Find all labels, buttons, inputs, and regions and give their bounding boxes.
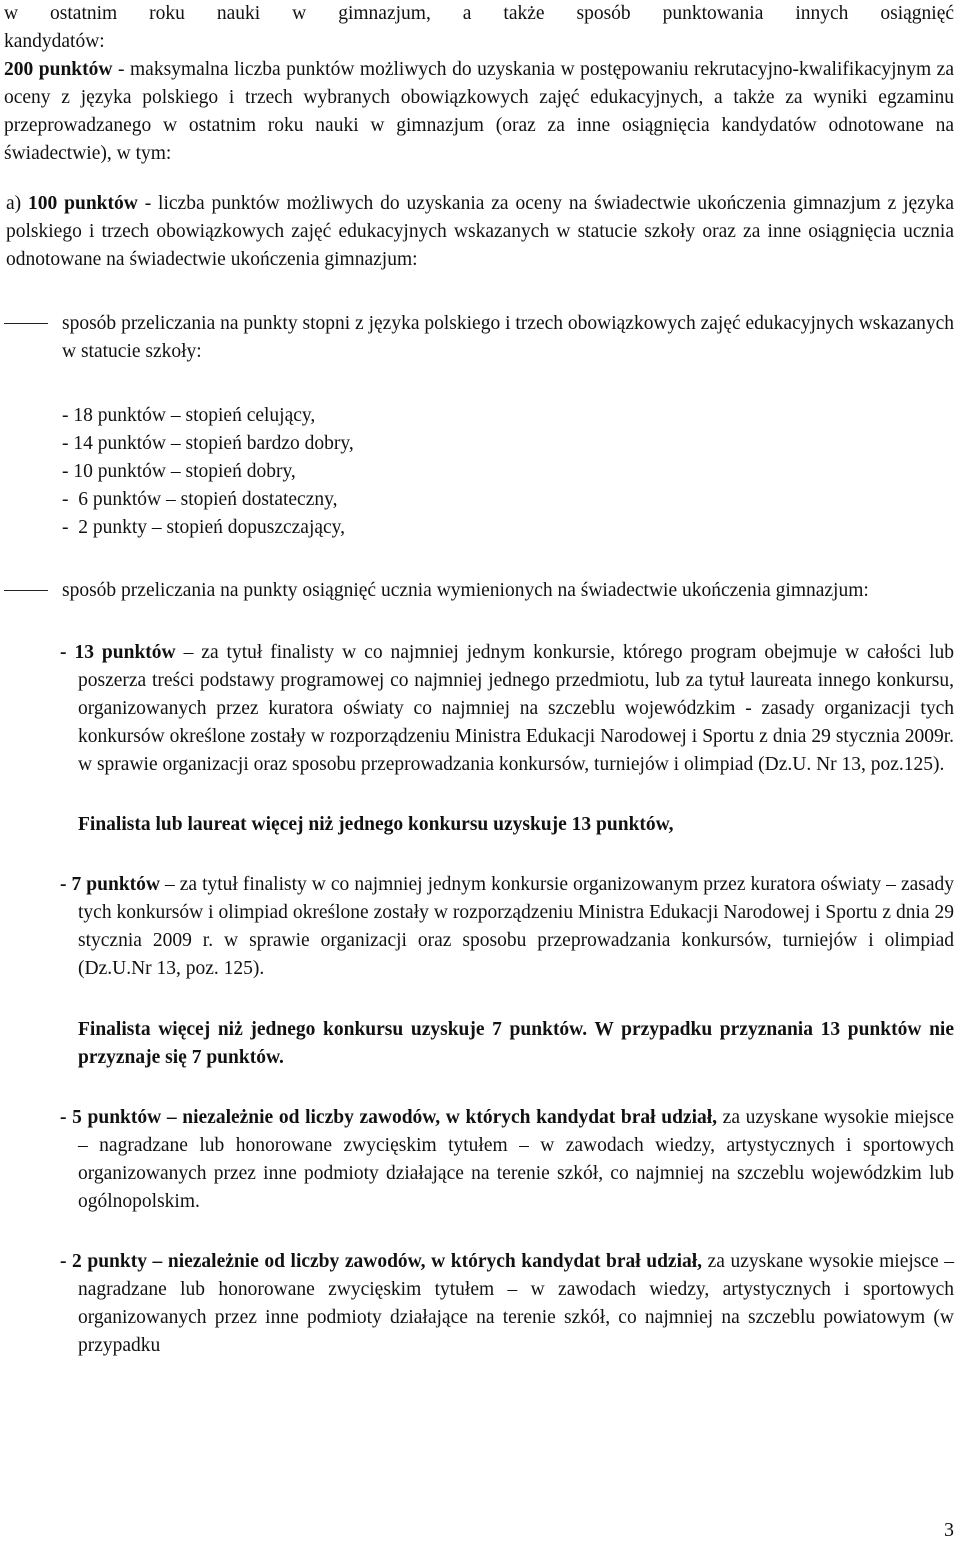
note-13-text: Finalista lub laureat więcej niż jednego konkursu uzyskuje 13 punktów, (78, 814, 674, 836)
bonus-13-paragraph (60, 639, 955, 779)
achievements-intro-block (4, 577, 954, 605)
bonus-5-bold: - 5 punktów – niezależnie od liczby zawodów, w których kandydat brał udział, (60, 1106, 718, 1128)
grades-intro-block (4, 310, 954, 366)
bonus-13-text: – za tytuł finalisty w co najmniej jednym konkursie, którego program obejmuje w całości lub poszerza treści podstawy programowej co najmniej jednego przedmiotu, lub za tytuł laureata innego konkursu, organizowanych przez kuratora oświaty co najmniej na szczeblu wojewódzkim - zasady organizacji tych konkursów określone zostały w rozporządzeniu Ministra Edukacji Narodowej i Sportu z dnia 29 stycznia 2009r. w sprawie organizacji oraz sposobu przeprowadzania konkursów, turniejów i olimpiad (Dz.U. Nr 13, poz.125). (78, 641, 955, 775)
grade-row-bardzo-dobry: - 14 punktów – stopień bardzo dobry, (62, 433, 354, 455)
grades-intro: sposób przeliczania na punkty stopni z języka polskiego i trzech obowiązkowych zajęć edukacyjnych wskazanych w statucie szkoły: (62, 312, 954, 362)
note-13 (4, 811, 954, 839)
bonus-2-block (4, 1248, 954, 1360)
dash-bullet-icon (4, 590, 48, 592)
achievements-intro: sposób przeliczania na punkty osiągnięć ucznia wymienionych na świadectwie ukończenia gimnazjum: (62, 579, 869, 601)
section-a (6, 190, 954, 274)
intro-bold: 200 punktów (4, 59, 113, 81)
intro-line-2: kandydatów: (4, 31, 105, 53)
bonus-13-block (4, 639, 954, 779)
dash-bullet-icon (4, 323, 48, 325)
bonus-13-bold: - 13 punktów (60, 641, 176, 663)
intro-paragraph (4, 56, 954, 168)
bonus-5-paragraph (60, 1104, 954, 1216)
note-7-text: Finalista więcej niż jednego konkursu uzyskuje 7 punktów. W przypadku przyznania 13 punktów nie przyznaje się 7 punktów. (78, 1018, 954, 1068)
bonus-7-paragraph (60, 871, 954, 983)
bonus-5-block (4, 1104, 954, 1216)
section-a-text: - liczba punktów możliwych do uzyskania za oceny na świadectwie ukończenia gimnazjum z języka polskiego i trzech obowiązkowych zajęć edukacyjnych wskazanych w statucie szkoły oraz za inne osiągnięcia ucznia odnotowane na świadectwie ukończenia gimnazjum: (6, 192, 954, 270)
bonus-7-text: – za tytuł finalisty w co najmniej jednym konkursie organizowanym przez kuratora oświaty – zasady tych konkursów i olimpiad określone zostały w rozporządzeniu Ministra Edukacji Narodowej i Sportu z dnia 29 stycznia 2009 r. w sprawie organizacji oraz sposobu przeprowadzania konkursów, turniejów i olimpiad (Dz.U.Nr 13, poz. 125). (78, 874, 954, 980)
bonus-7-bold: - 7 punktów (60, 874, 160, 896)
bonus-2-bold: - 2 punkty – niezależnie od liczby zawodów, w których kandydat brał udział, (60, 1251, 703, 1273)
note-7 (4, 1016, 954, 1072)
intro-line-1: w ostatnim roku nauki w gimnazjum, a także sposób punktowania innych osiągnięć (4, 3, 954, 24)
intro-text: - maksymalna liczba punktów możliwych do uzyskania w postępowaniu rekrutacyjno-kwalifikacyjnym za oceny z języka polskiego i trzech wybranych obowiązkowych zajęć edukacyjnych, a także za wyniki egzaminu przeprowadzanego w ostatnim roku nauki w gimnazjum (oraz za inne osiągnięcia kandydatów odnotowane na świadectwie), w tym: (4, 59, 954, 165)
grade-row-dopuszczajacy: - 2 punkty – stopień dopuszczający, (62, 517, 346, 539)
section-a-bold: 100 punktów (28, 192, 138, 214)
grades-list (4, 402, 954, 542)
document-page (4, 0, 954, 1360)
grade-row-dobry: - 10 punktów – stopień dobry, (62, 461, 296, 483)
page-number: 3 (944, 1519, 954, 1541)
grade-row-celujacy: - 18 punktów – stopień celujący, (62, 405, 316, 427)
bonus-7-block (4, 871, 954, 983)
bonus-2-text: za uzyskane wysokie miejsce – nagradzane lub honorowane zwycięskim tytułem – w zawodach wiedzy, artystycznych i sportowych organizowanych przez inne podmioty działające na terenie szkół, co najmniej na szczeblu powiatowym (w przypadku (78, 1251, 954, 1357)
section-a-prefix: a) (6, 192, 29, 214)
grade-row-dostateczny: - 6 punktów – stopień dostateczny, (62, 489, 338, 511)
bonus-5-text: za uzyskane wysokie miejsce – nagradzane lub honorowane zwycięskim tytułem – w zawodach wiedzy, artystycznych i sportowych organizowanych przez inne podmioty działające na terenie szkół, co najmniej na szczeblu wojewódzkim lub ogólnopolskim. (78, 1106, 954, 1212)
bonus-2-paragraph (60, 1248, 954, 1360)
